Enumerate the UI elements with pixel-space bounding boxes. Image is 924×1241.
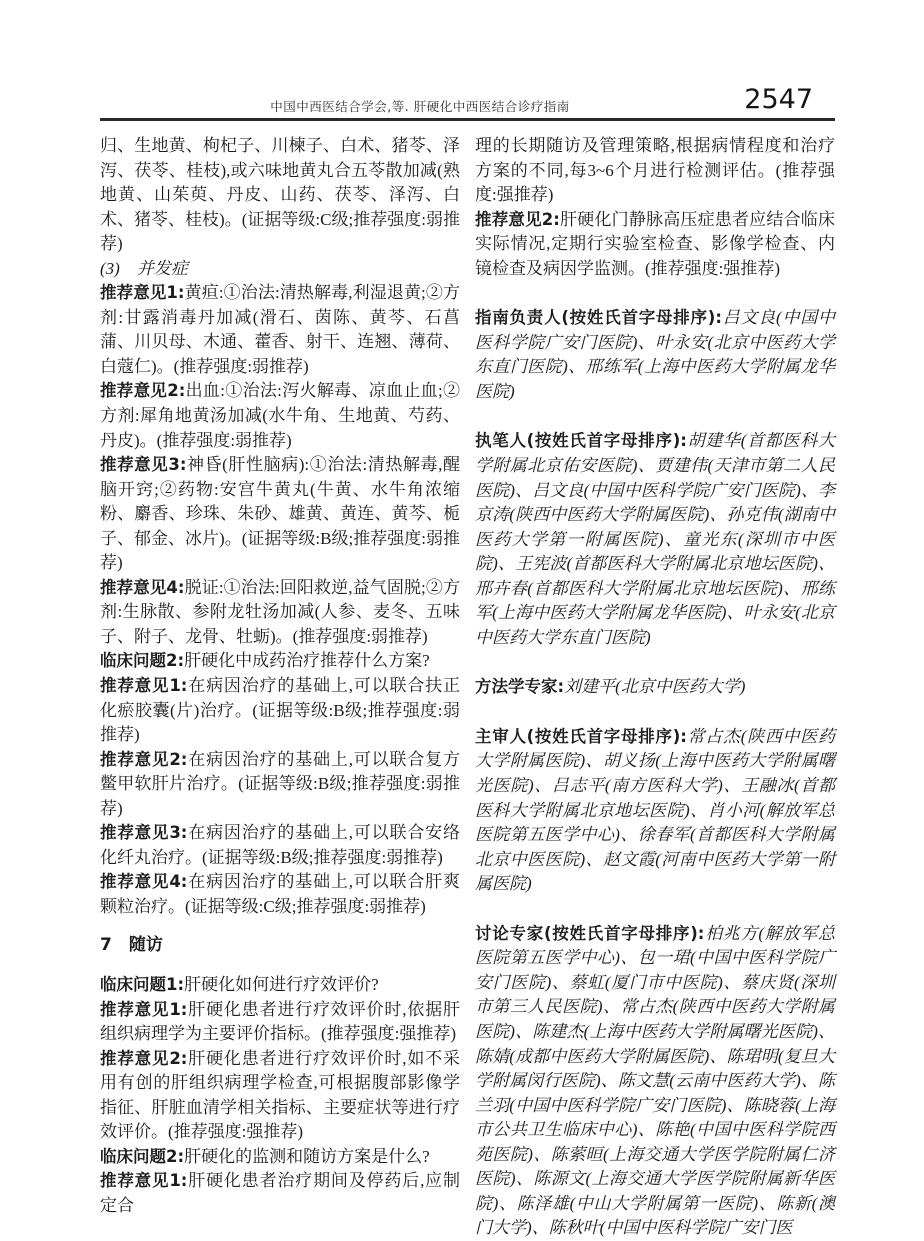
paragraph-text: 肝硬化中成药治疗推荐什么方案? <box>184 651 430 671</box>
paragraph <box>100 998 460 1047</box>
paragraph <box>475 134 835 208</box>
paragraph-text: 神昏(肝性脑病):①治法:清热解毒,醒脑开窍;②药物:安宫牛黄丸(牛黄、水牛角浓缩粉、麝香、珍珠、朱砂、雄黄、黄连、黄芩、栀子、郁金、冰片)。(证据等级:B级;推荐强度:弱推荐) <box>100 455 460 573</box>
left-column <box>100 134 460 1241</box>
paragraph-text: 肝硬化的监测和随访方案是什么? <box>184 1146 430 1166</box>
paragraph-label: 推荐意见4: <box>100 872 188 892</box>
paragraph-text: 刘建平(北京中医药大学) <box>564 677 746 697</box>
paragraph-label: 推荐意见3: <box>100 823 188 843</box>
header-divider <box>100 118 835 121</box>
names-paragraph <box>475 675 835 700</box>
paragraph <box>100 1047 460 1145</box>
names-paragraph <box>475 429 835 650</box>
paragraph-text: 理的长期随访及管理策略,根据病情程度和治疗方案的不同,每3~6个月进行检测评估。(推荐强度:强推荐) <box>475 136 835 205</box>
paragraph-text: 在病因治疗的基础上,可以联合肝爽颗粒治疗。(证据等级:C级;推荐强度:弱推荐) <box>100 872 460 916</box>
paragraph-label: 推荐意见2: <box>100 381 186 401</box>
paragraph-label: 讨论专家(按姓氏首字母排序): <box>475 923 705 943</box>
paragraph-label: 推荐意见2: <box>475 209 560 229</box>
paragraph <box>100 649 460 674</box>
names-paragraph <box>475 922 835 1241</box>
paragraph-label: 推荐意见1: <box>100 999 188 1019</box>
names-paragraph <box>475 725 835 897</box>
right-column <box>475 134 835 1241</box>
paragraph <box>100 379 460 453</box>
running-title: 中国中西医结合学会,等. 肝硬化中西医结合诊疗指南 <box>270 99 570 114</box>
page-content <box>100 134 835 1241</box>
paragraph-text: 在病因治疗的基础上,可以联合扶正化瘀胶囊(片)治疗。(证据等级:B级;推荐强度:弱推荐) <box>100 676 460 745</box>
paragraph-text: 肝硬化如何进行疗效评价? <box>184 975 379 995</box>
paragraph-text: 吕文良(中国中医科学院广安门医院)、叶永安(北京中医药大学东直门医院)、邢练军(上海中医药大学附属龙华医院) <box>475 308 835 401</box>
paragraph-text: 常占杰(陕西中医药大学附属医院)、胡义扬(上海中医药大学附属曙光医院)、吕志平(南方医科大学)、王融冰(首都医科大学附属北京地坛医院)、肖小河(解放军总医院第五医学中心)、徐春军(首都医科大学附属北京中医医院)、赵文霞(河南中医药大学第一附属医院) <box>475 726 835 894</box>
paragraph-text: 出血:①治法:泻火解毒、凉血止血;②方剂:犀角地黄汤加减(水牛角、生地黄、芍药、丹皮)。(推荐强度:弱推荐) <box>100 381 460 450</box>
paragraph <box>100 453 460 576</box>
paragraph <box>100 870 460 919</box>
paragraph <box>100 576 460 650</box>
paragraph <box>100 821 460 870</box>
paragraph <box>100 257 460 282</box>
paragraph-text: 肝硬化患者治疗期间及停药后,应制定合 <box>100 1171 460 1215</box>
paragraph-label: 推荐意见2: <box>100 1048 188 1068</box>
paragraph-label: 推荐意见3: <box>100 455 187 475</box>
paragraph <box>100 281 460 379</box>
paragraph-text: 肝硬化患者进行疗效评价时,如不采用有创的肝组织病理学检查,可根据腹部影像学指征、肝脏血清学相关指标、主要症状等进行疗效评价。(推荐强度:强推荐) <box>100 1048 460 1142</box>
paragraph <box>100 973 460 998</box>
paragraph-label: 方法学专家: <box>475 677 565 697</box>
paragraph-text: 肝硬化门静脉高压症患者应结合临床实际情况,定期行实验室检查、影像学检查、内镜检查及病因学监测。(推荐强度:强推荐) <box>475 209 835 278</box>
paragraph-text: 柏兆方(解放军总医院第五医学中心)、包一珺(中国中医科学院广安门医院)、蔡虹(厦门市中医院)、蔡庆贤(深圳市第三人民医院)、常占杰(陕西中医药大学附属医院)、陈建杰(上海中医药大学附属曙光医院)、陈婧(成都中医药大学附属医院)、陈珺明(复旦大学附属闵行医院)、陈文慧(云南中医药大学)、陈兰羽(中国中医科学院广安门医院)、陈晓蓉(上海市公共卫生临床中心)、陈艳(中国中医科学院西苑医院)、陈萦晅(上海交通大学医学院附属仁济医院)、陈源文(上海交通大学医学院附属新华医院)、陈泽雄(中山大学附属第一医院)、陈新(澳门大学)、陈秋叶(中国中医科学院广安门医 <box>475 923 835 1238</box>
paragraph-text: 黄疸:①治法:清热解毒,利湿退黄;②方剂:甘露消毒丹加减(滑石、茵陈、黄芩、石菖蒲、川贝母、木通、藿香、射干、连翘、薄荷、白蔻仁)。(推荐强度:弱推荐) <box>100 283 460 376</box>
paragraph <box>100 1169 460 1218</box>
paragraph <box>100 134 460 257</box>
paragraph-text: 在病因治疗的基础上,可以联合安络化纤丸治疗。(证据等级:B级;推荐强度:弱推荐) <box>100 823 460 867</box>
paragraph-label: 临床问题1: <box>100 975 185 995</box>
paragraph <box>100 674 460 748</box>
paragraph-text: 脱证:①治法:回阳救逆,益气固脱;②方剂:生脉散、参附龙牡汤加减(人参、麦冬、五味子、附子、龙骨、牡蛎)。(推荐强度:弱推荐) <box>100 577 460 646</box>
section-heading: 7 随访 <box>100 934 163 955</box>
names-paragraph <box>475 306 835 404</box>
paragraph-label: 推荐意见1: <box>100 1171 188 1191</box>
paragraph-text: (3) 并发症 <box>100 258 188 278</box>
paragraph-label: 主审人(按姓氏首字母排序): <box>475 726 687 746</box>
paragraph-text: 在病因治疗的基础上,可以联合复方鳖甲软肝片治疗。(证据等级:B级;推荐强度:弱推荐) <box>100 749 460 818</box>
paragraph-label: 推荐意见2: <box>100 749 188 769</box>
paragraph-label: 指南负责人(按姓氏首字母排序): <box>475 308 722 328</box>
paragraph-label: 执笔人(按姓氏首字母排序): <box>475 431 687 451</box>
paragraph-text: 归、生地黄、枸杞子、川楝子、白术、猪苓、泽泻、茯苓、桂枝),或六味地黄丸合五苓散加减(熟地黄、山茱萸、丹皮、山药、茯苓、泽泻、白术、猪苓、桂枝)。(证据等级:C级;推荐强度:弱推荐) <box>100 136 460 254</box>
paragraph-label: 推荐意见4: <box>100 577 185 597</box>
paragraph <box>475 208 835 282</box>
paragraph <box>100 748 460 822</box>
paragraph-text: 肝硬化患者进行疗效评价时,依据肝组织病理学为主要评价指标。(推荐强度:强推荐) <box>100 999 460 1044</box>
paragraph-label: 推荐意见1: <box>100 283 185 303</box>
paragraph-label: 临床问题2: <box>100 651 185 671</box>
paragraph-label: 临床问题2: <box>100 1146 185 1166</box>
paragraph-label: 推荐意见1: <box>100 676 188 696</box>
paragraph-text: 胡建华(首都医科大学附属北京佑安医院)、贾建伟(天津市第二人民医院)、吕文良(中国中医科学院广安门医院)、李京涛(陕西中医药大学附属医院)、孙克伟(湖南中医药大学第一附属医院)、童光东(深圳市中医院)、王宪波(首都医科大学附属北京地坛医院)、邢卉春(首都医科大学附属北京地坛医院)、邢练军(上海中医药大学附属龙华医院)、叶永安(北京中医药大学东直门医院) <box>475 431 835 647</box>
paragraph <box>100 1145 460 1170</box>
page-number: 2547 <box>744 84 813 115</box>
